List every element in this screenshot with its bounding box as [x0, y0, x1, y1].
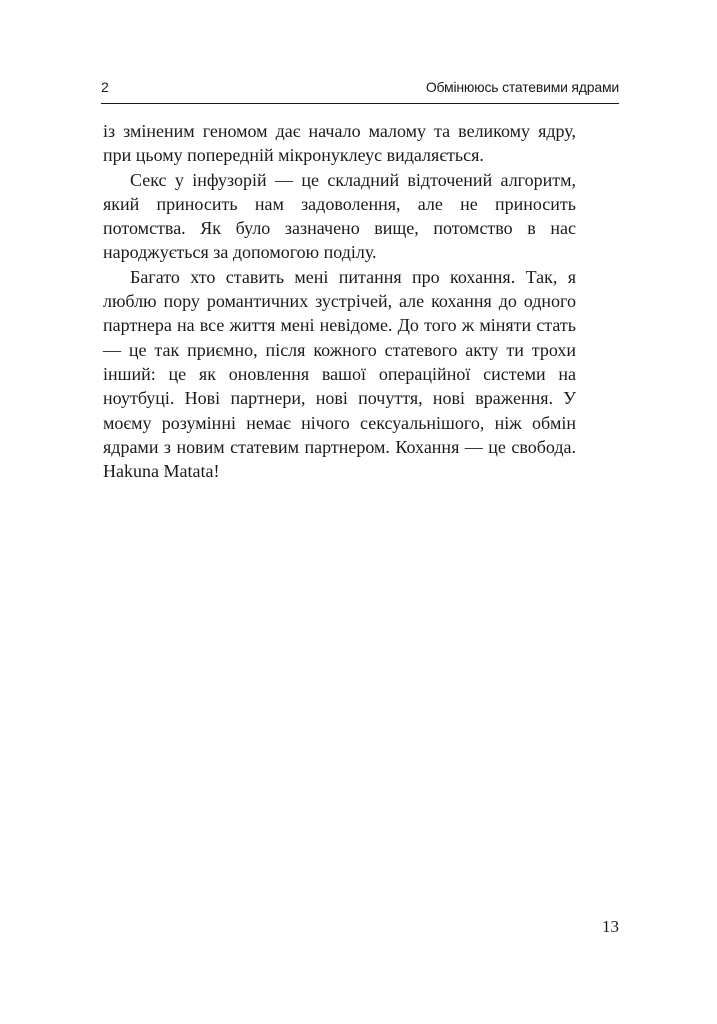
paragraph-3: Багато хто ставить мені питання про кохання. Так, я люблю пору романтичних зустрічей, але кохання до одного партнера на все життя мені невідоме. До того ж міняти стать — це так приємно, після кожного статевого акту ти трохи інший: це як оновлення вашої операційної системи на ноутбуці. Нові партнери, нові почуття, нові враження. У моєму розумінні немає нічого сексуальнішого, ніж обмін ядрами з новим статевим партнером. Кохання — це свобода. Hakuna Matata! [103, 266, 576, 482]
running-header [101, 78, 619, 100]
chapter-title: Обмінююсь статевими ядрами [425, 79, 619, 95]
chapter-number: 2 [101, 79, 109, 95]
paragraph-2: Секс у інфузорій — це складний відточений алгоритм, який приносить нам задоволення, але не приносить потомства. Як було зазначено вище, потомство в нас народжується за допомогою поділу. [103, 169, 576, 263]
body-text [103, 119, 576, 483]
header-rule [101, 103, 619, 104]
page-number: 13 [602, 917, 619, 936]
paragraph-1: із зміненим геномом дає начало малому та великому ядру, при цьому попередній мікронуклеус видаляється. [103, 121, 576, 166]
